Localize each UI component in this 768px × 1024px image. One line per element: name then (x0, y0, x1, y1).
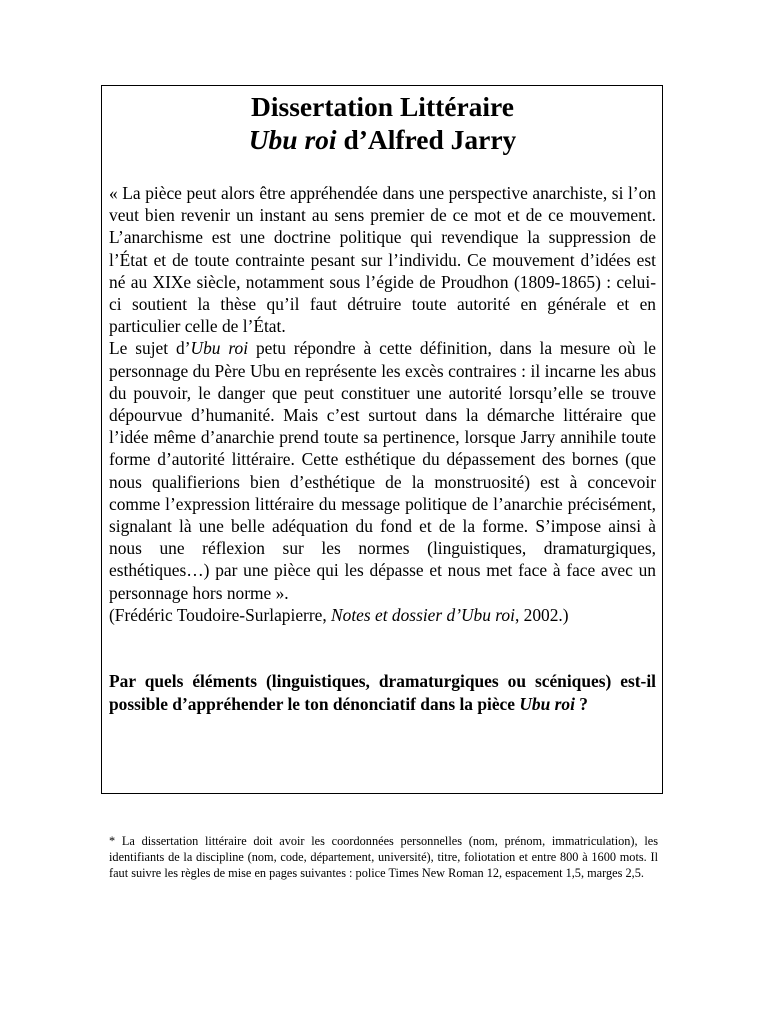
title-line-2 (109, 123, 656, 156)
citation-source: Notes et dossier d’Ubu roi (331, 604, 515, 625)
document-title (109, 90, 656, 156)
title-work-name: Ubu roi (248, 124, 337, 155)
question-text: Par quels éléments (linguistiques, dramaturgiques ou scéniques) est-il possible d’appréhender le ton dénonciatif dans la pièce (109, 671, 656, 714)
title-line-1: Dissertation Littéraire (251, 91, 514, 122)
quote-paragraph-2-rest: petu répondre à cette définition, dans la mesure où le personnage du Père Ubu en représente les excès contraires : il incarne les abus du pouvoir, le danger que peut constituer une autorité lorsqu’elle se trouve dépourvue d’humanité. Mais c’est surtout dans la démarche littéraire que l’idée même d’anarchie prend toute sa pertinence, lorsque Jarry annihile toute forme d’autorité littéraire. Cette esthétique du dépassement des bornes (que nous qualifierions bien d’esthétique de la monstruosité) est à concevoir comme l’expression littéraire du message politique de l’anarchie précisément, signalant là une belle adéquation du fond et de la forme. S’impose ainsi à nous une réflexion sur les normes (linguistiques, dramaturgiques, esthétiques…) par une pièce qui les dépasse et nous met face à face avec un personnage hors norme ». (109, 338, 657, 603)
quote-paragraph-2-start: Le sujet d’ (109, 338, 191, 359)
question-mark: ? (574, 693, 588, 714)
assignment-box (101, 85, 663, 794)
quote-paragraph-1: « La pièce peut alors être appréhendée dans une perspective anarchiste, si l’on veut bien revenir un instant au sens premier de ce mot et de ce mouvement. L’anarchisme est une doctrine politique qui revendique la suppression de l’État et de toute contrainte pesant sur l’individu. Ce mouvement d’idées est né au XIXe siècle, notamment sous l’égide de Proudhon (1809-1865) : celui-ci soutient la thèse qu’il faut détruire toute autorité en générale et en particulier celle de l’État. (109, 183, 656, 337)
citation (109, 604, 656, 626)
quote-work-name: Ubu roi (190, 338, 249, 359)
quotation (109, 182, 656, 626)
dissertation-question (109, 670, 656, 715)
question-work-name: Ubu roi (519, 693, 575, 714)
citation-year: , 2002.) (514, 604, 569, 625)
title-author: d’Alfred Jarry (336, 124, 517, 155)
footnote: * La dissertation littéraire doit avoir les coordonnées personnelles (nom, prénom, immatriculation), les identifiants de la discipline (nom, code, département, université), titre, foliotation et entre 800 à 1600 mots. Il faut suivre les règles de mise en pages suivantes : police Times New Roman 12, espacement 1,5, marges 2,5. (109, 834, 658, 881)
quote-paragraph-2 (109, 337, 656, 603)
citation-author: (Frédéric Toudoire-Surlapierre, (109, 604, 332, 625)
